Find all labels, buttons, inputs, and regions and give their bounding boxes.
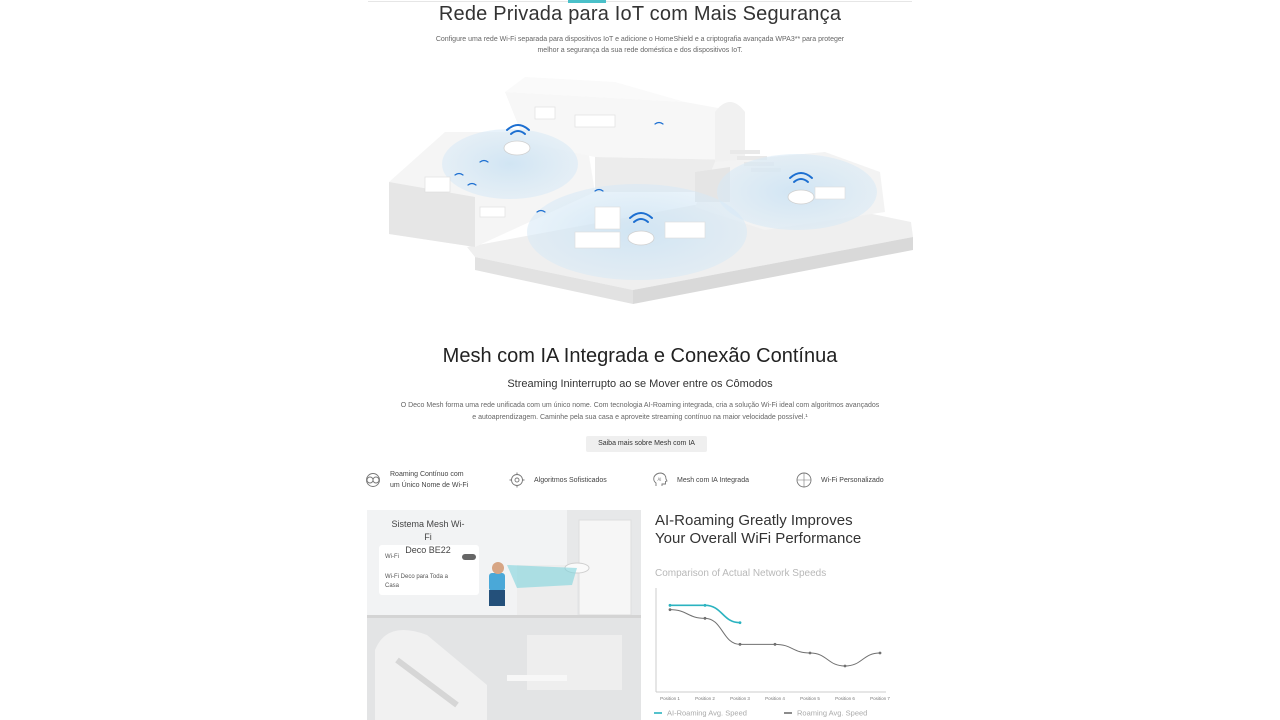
legend-label-1: Roaming Avg. Speed [797,708,868,718]
mesh-desc-line-2: e autoaprendizagem. Caminhe pela sua casa e aproveite streaming contínuo na maior velocidade possível.¹ [472,414,808,421]
series-0-point-2 [739,621,742,624]
series-0-point-1 [704,604,707,607]
feature-algorithms [508,466,607,494]
series-0-point-0 [669,604,672,607]
iot-desc-line-2: melhor a segurança da sua rede doméstica e dos dispositivos IoT. [537,47,743,54]
deco-room-photo [367,510,641,720]
series-line-0 [670,605,740,622]
feature-ai-mesh-label: Mesh com IA Integrada [677,476,749,484]
panel-title-line-1: Sistema Mesh Wi-Fi [391,519,465,542]
x-tick-label-4: Position 5 [800,696,820,701]
x-tick-label-0: Position 1 [660,696,680,701]
series-1-point-5 [844,665,847,668]
wifi-personalized-icon [795,471,813,489]
series-1-point-1 [704,617,707,620]
mesh-section-title: Mesh com IA Integrada e Conexão Contínua [442,345,838,367]
series-1-point-4 [809,652,812,655]
x-tick-label-5: Position 6 [835,696,855,701]
x-tick-label-2: Position 3 [730,696,750,701]
feature-personalized-wifi [795,466,884,494]
iot-section-title: Rede Privada para IoT com Mais Segurança [438,3,842,25]
speed-comparison-chart [650,580,890,720]
x-tick-label-1: Position 2 [695,696,715,701]
ai-roaming-title [655,512,861,548]
series-1-point-2 [739,643,742,646]
panel-title-line-2: Deco BE22 [405,545,451,555]
feature-personalized-wifi-label: Wi-Fi Personalizado [821,476,884,484]
panel-wifi-label: Wi-Fi [385,554,399,560]
chart-caption: Comparison of Actual Network Speeds [655,568,827,579]
ai-roaming-title-line-2: Your Overall WiFi Performance [655,530,862,547]
series-1-point-0 [669,608,672,611]
mesh-section-description [0,400,1280,424]
svg-text:AI: AI [657,477,662,482]
feature-roaming-line-1: Roaming Contínuo com [390,471,464,478]
feature-roaming [364,466,468,494]
algorithm-icon [508,471,526,489]
x-tick-label-3: Position 4 [765,696,785,701]
x-tick-label-6: Position 7 [870,696,890,701]
top-divider [368,1,912,2]
mesh-desc-line-1: O Deco Mesh forma uma rede unificada com um único nome. Com tecnologia AI-Roaming integrada, cria a solução Wi-Fi ideal com algoritmos avançados [400,402,880,409]
house-mesh-illustration [385,72,915,312]
iot-section-description [0,34,1280,56]
feature-roaming-line-2: um Único Nome de Wi-Fi [390,482,469,489]
iot-desc-line-1: Configure uma rede Wi-Fi separada para dispositivos IoT e adicione o HomeShield e a criptografia avançada WPA3** para proteger [435,36,845,43]
panel-title [389,518,467,557]
panel-deco-line-1: Wi-Fi Deco para Toda a [385,574,448,580]
roaming-icon [364,471,382,489]
series-1-point-6 [879,652,882,655]
legend-label-0: AI-Roaming Avg. Speed [667,708,747,718]
feature-ai-mesh [651,466,749,494]
panel-deco-label [385,573,448,591]
learn-more-ai-mesh-button[interactable]: Saiba mais sobre Mesh com IA [586,436,707,452]
ai-roaming-title-line-1: AI-Roaming Greatly Improves [655,512,853,529]
panel-deco-line-2: Casa [385,583,400,589]
series-1-point-3 [774,643,777,646]
series-line-1 [670,610,880,666]
mesh-section-subtitle: Streaming Ininterrupto ao se Mover entre os Cômodos [507,378,773,390]
feature-algorithms-label: Algoritmos Sofisticados [534,476,607,484]
ai-head-icon [651,471,669,489]
